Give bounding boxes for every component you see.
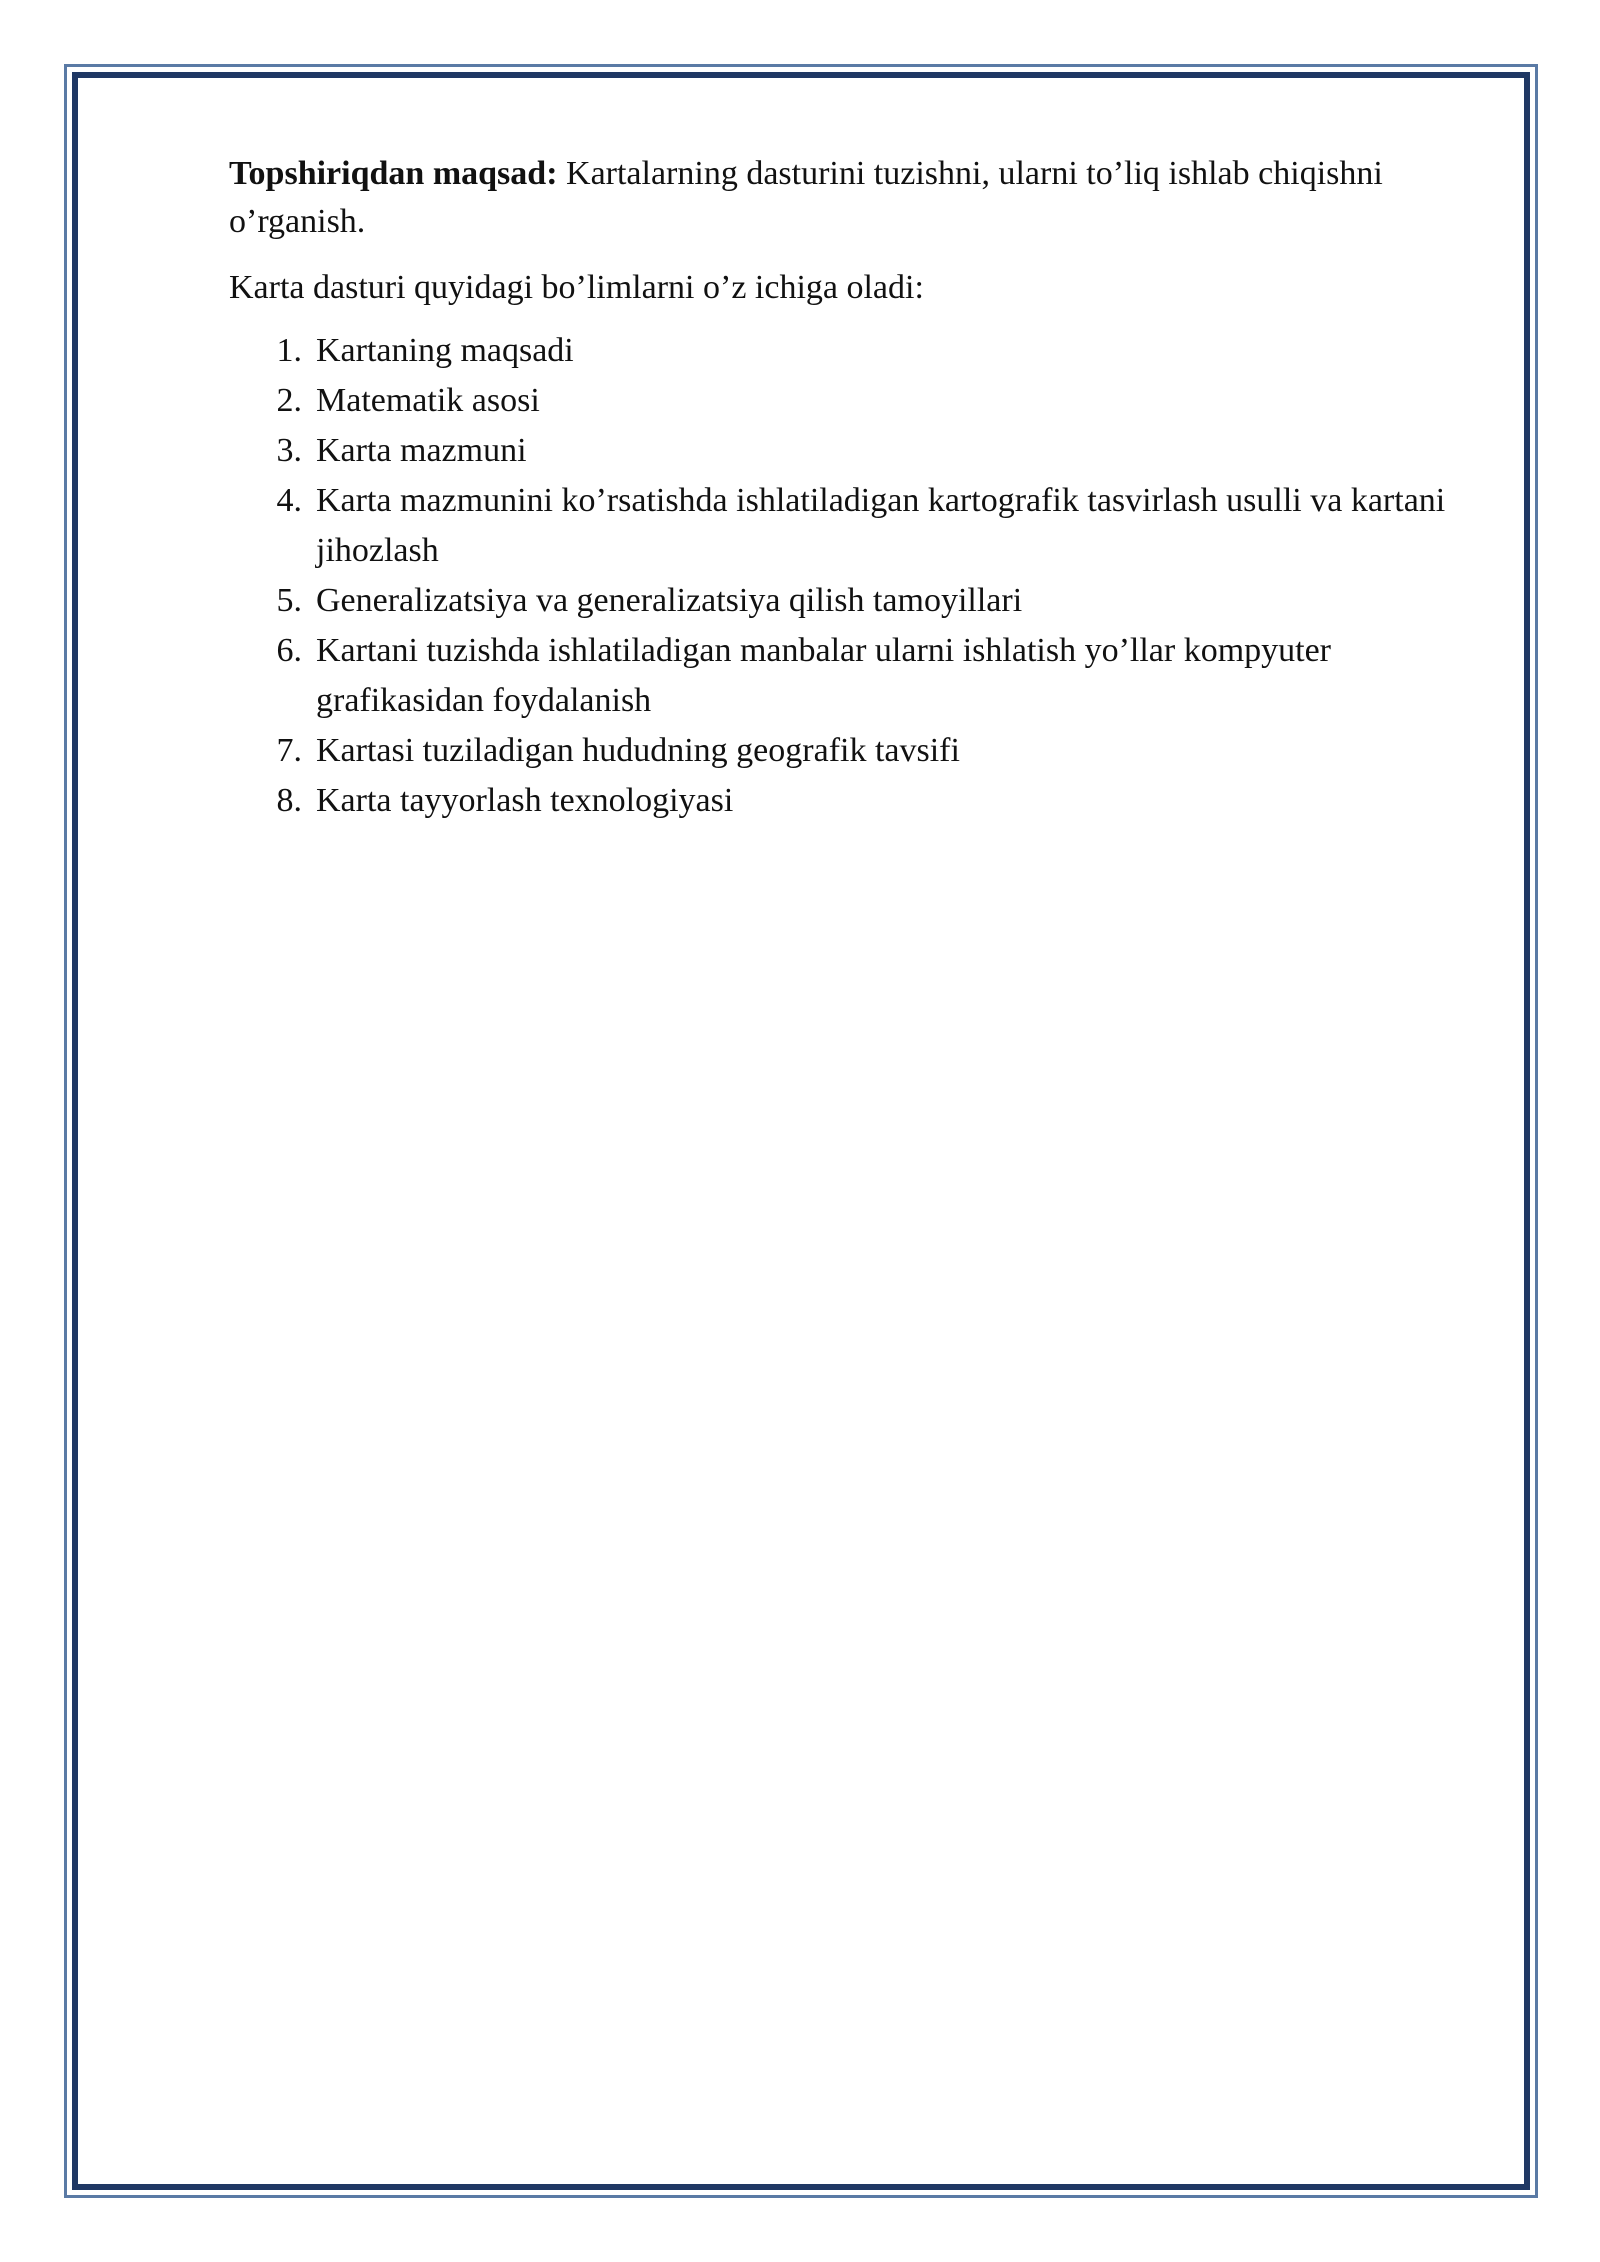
- list-item: [229, 326, 1469, 376]
- list-item: [229, 776, 1469, 826]
- list-item-text: Karta mazmunini ko’rsatishda ishlatiladigan kartografik tasvirlash usulli va kartani jihozlash: [316, 482, 1446, 569]
- sections-list: [229, 326, 1469, 826]
- list-item-text: Kartaning maqsadi: [316, 332, 574, 369]
- intro-paragraph: Karta dasturi quyidagi bo’limlarni o’z ichiga oladi:: [229, 269, 924, 306]
- list-item-number: 4.: [276, 482, 302, 519]
- list-item-text: Generalizatsiya va generalizatsiya qilish tamoyillari: [316, 582, 1023, 619]
- list-item-number: 7.: [276, 732, 302, 769]
- purpose-text: Kartalarning dasturini tuzishni, ularni to’liq ishlab chiqishni o’rganish.: [229, 155, 1383, 240]
- list-item-text: Karta mazmuni: [316, 432, 527, 469]
- purpose-paragraph: [229, 150, 1469, 246]
- list-item: [229, 576, 1469, 626]
- list-item-text: Karta tayyorlash texnologiyasi: [316, 782, 734, 819]
- list-item: [229, 376, 1469, 426]
- list-item: [229, 726, 1469, 776]
- list-item-number: 3.: [276, 432, 302, 469]
- document-body: [229, 150, 1469, 826]
- list-item-number: 8.: [276, 782, 302, 819]
- list-item-number: 1.: [276, 332, 302, 369]
- list-item-number: 2.: [276, 382, 302, 419]
- list-item: [229, 426, 1469, 476]
- list-item-number: 5.: [276, 582, 302, 619]
- list-item: [229, 626, 1469, 726]
- list-item: [229, 476, 1469, 576]
- list-item-text: Kartasi tuziladigan hududning geografik tavsifi: [316, 732, 960, 769]
- list-item-number: 6.: [276, 632, 302, 669]
- list-item-text: Matematik asosi: [316, 382, 540, 419]
- list-item-text: Kartani tuzishda ishlatiladigan manbalar ularni ishlatish yo’llar kompyuter grafikasidan foydalanish: [316, 632, 1332, 719]
- purpose-label: Topshiriqdan maqsad:: [229, 155, 558, 192]
